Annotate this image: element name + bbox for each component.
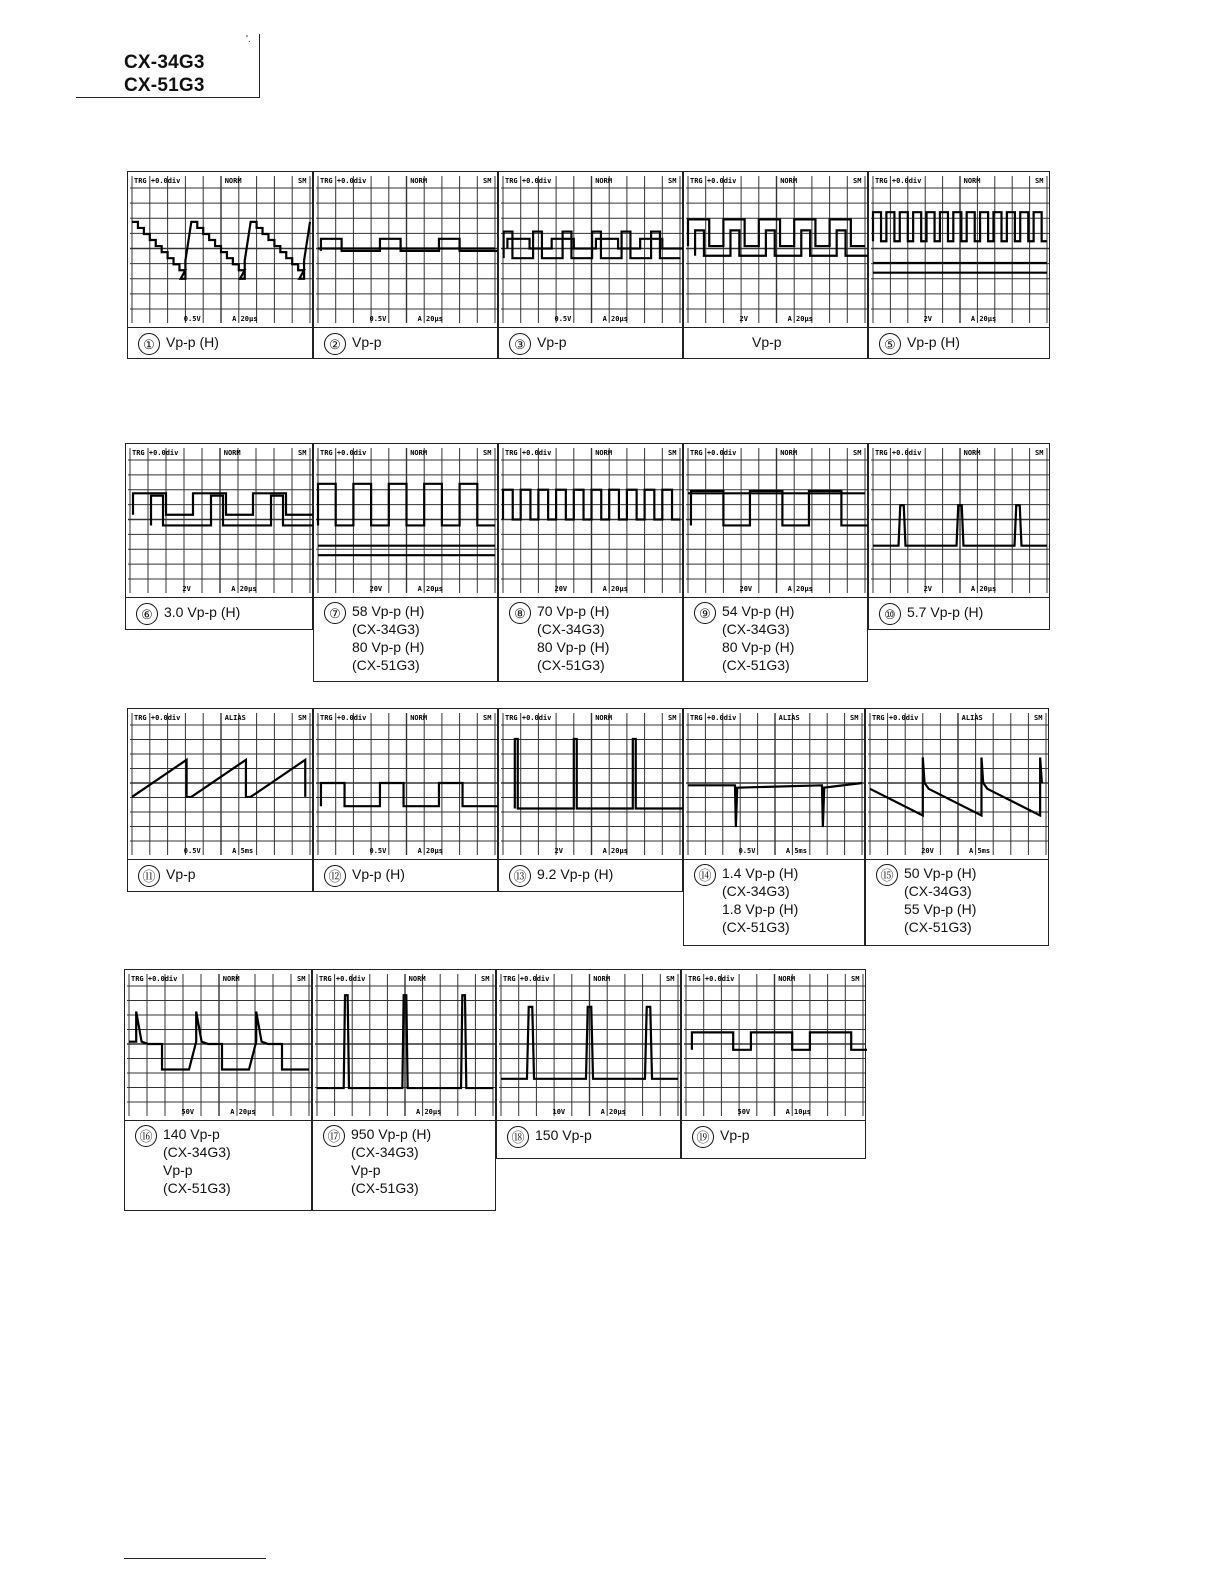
waveform-number-badge: ⑰: [323, 1125, 345, 1147]
trigger-label: TRG +0.0div: [690, 449, 737, 457]
caption-line: 70 Vp-p (H): [537, 603, 610, 619]
sm-label: SM: [850, 714, 859, 722]
waveform-caption: [314, 327, 497, 358]
waveform-number-badge: ⑲: [692, 1126, 714, 1148]
trigger-label: TRG +0.0div: [505, 177, 552, 185]
time-per-div-label: A 20μs: [970, 585, 997, 593]
waveform-caption: [497, 1120, 680, 1158]
waveform-panel: [313, 171, 498, 359]
mode-label: NORM: [593, 975, 611, 983]
mode-label: NORM: [595, 714, 613, 722]
trigger-label: TRG +0.0div: [690, 177, 737, 185]
time-per-div-label: A 20μs: [970, 315, 997, 323]
time-per-div-label: A 20μs: [417, 315, 443, 323]
caption-lines: [537, 333, 567, 351]
oscilloscope-screen: [125, 970, 313, 1120]
caption-lines: [166, 865, 196, 883]
volts-per-div-label: 0.5V: [554, 315, 572, 323]
caption-line: Vp-p: [166, 866, 196, 882]
footer-rule: [124, 1558, 266, 1559]
volts-per-div-label: 2V: [923, 315, 933, 323]
oscilloscope-screen: [126, 444, 314, 597]
mode-label: NORM: [778, 975, 796, 983]
time-per-div-label: A 20μs: [417, 585, 443, 593]
time-per-div-label: A 20μs: [787, 585, 813, 593]
waveform-number-badge: ⑨: [694, 602, 716, 624]
trigger-label: TRG +0.0div: [131, 975, 178, 983]
waveform-number-badge: ①: [138, 333, 160, 355]
waveform-caption: [866, 859, 1048, 945]
caption-lines: [722, 864, 798, 936]
waveform-trace: [691, 491, 868, 526]
mode-label: NORM: [224, 177, 242, 185]
caption-line: Vp-p: [163, 1162, 193, 1178]
trigger-label: TRG +0.0div: [132, 449, 179, 457]
mode-label: ALIAS: [224, 714, 246, 722]
caption-line: Vp-p (H): [907, 334, 960, 350]
trigger-label: TRG +0.0div: [875, 177, 922, 185]
model-title-1: CX-34G3: [124, 52, 205, 73]
trigger-label: TRG +0.0div: [872, 714, 919, 722]
caption-line: Vp-p: [352, 334, 382, 350]
trigger-label: TRG +0.0div: [319, 975, 366, 983]
time-per-div-label: A 20μs: [230, 1108, 256, 1116]
caption-line: 80 Vp-p (H): [722, 639, 795, 655]
caption-line: (CX-34G3): [163, 1144, 231, 1160]
waveform-number-badge: ⑬: [509, 865, 531, 887]
volts-per-div-label: 2V: [182, 585, 191, 593]
mode-label: ALIAS: [778, 714, 800, 722]
trigger-label: TRG +0.0div: [320, 714, 367, 722]
caption-lines: [166, 333, 219, 351]
waveform-trace: [692, 1032, 867, 1049]
caption-line: 80 Vp-p (H): [537, 639, 610, 655]
trigger-label: TRG +0.0div: [134, 177, 181, 185]
mode-label: NORM: [595, 177, 613, 185]
mode-label: NORM: [780, 177, 798, 185]
trigger-label: TRG +0.0div: [875, 449, 922, 457]
waveform-caption: [682, 1120, 865, 1158]
waveform-number-badge: ⑤: [879, 333, 901, 355]
caption-lines: [904, 864, 976, 936]
waveform-caption: [126, 597, 312, 629]
waveform-caption: [869, 597, 1049, 629]
caption-line: (CX-51G3): [537, 657, 605, 673]
sm-label: SM: [483, 714, 492, 722]
trigger-label: TRG +0.0div: [134, 714, 181, 722]
waveform-number-badge: ⑥: [136, 603, 158, 625]
time-per-div-label: A 20μs: [416, 1108, 442, 1116]
oscilloscope-screen: [684, 172, 869, 327]
sm-label: SM: [298, 177, 307, 185]
caption-lines: [537, 865, 613, 883]
oscilloscope-screen: [684, 709, 866, 859]
caption-line: 3.0 Vp-p (H): [164, 604, 241, 620]
oscilloscope-screen: [128, 709, 314, 859]
caption-line: (CX-51G3): [351, 1180, 419, 1196]
sm-label: SM: [668, 449, 677, 457]
oscilloscope-screen: [869, 172, 1051, 327]
volts-per-div-label: 10V: [552, 1108, 566, 1116]
caption-line: 9.2 Vp-p (H): [537, 866, 614, 882]
volts-per-div-label: 50V: [181, 1108, 195, 1116]
time-per-div-label: A 5ms: [232, 847, 254, 855]
waveform-caption: [128, 859, 312, 891]
waveform-panel: [498, 708, 683, 892]
volts-per-div-label: 0.5V: [369, 847, 387, 855]
waveform-panel: [683, 708, 865, 946]
waveform-caption: [314, 859, 497, 891]
caption-line: (CX-51G3): [904, 919, 972, 935]
time-per-div-label: A 10μs: [785, 1108, 811, 1116]
sm-label: SM: [481, 975, 490, 983]
oscilloscope-screen: [499, 444, 684, 597]
sm-label: SM: [1035, 449, 1044, 457]
caption-line: Vp-p: [720, 1127, 750, 1143]
mode-label: NORM: [963, 449, 981, 457]
caption-lines: [752, 333, 782, 351]
trigger-label: TRG +0.0div: [505, 449, 552, 457]
time-per-div-label: A 20μs: [602, 585, 628, 593]
waveform-panel: [312, 969, 496, 1211]
caption-line: (CX-34G3): [722, 621, 790, 637]
caption-line: (CX-51G3): [163, 1180, 231, 1196]
volts-per-div-label: 20V: [369, 585, 383, 593]
caption-line: 80 Vp-p (H): [352, 639, 425, 655]
caption-line: Vp-p (H): [352, 866, 405, 882]
volts-per-div-label: 2V: [923, 585, 933, 593]
caption-line: 150 Vp-p: [535, 1127, 592, 1143]
caption-lines: [907, 333, 960, 351]
volts-per-div-label: 2V: [739, 315, 748, 323]
trigger-label: TRG +0.0div: [690, 714, 737, 722]
sm-label: SM: [298, 714, 307, 722]
trigger-label: TRG +0.0div: [320, 449, 367, 457]
time-per-div-label: A 20μs: [602, 315, 628, 323]
waveform-number-badge: ⑱: [507, 1126, 529, 1148]
volts-per-div-label: 20V: [739, 585, 753, 593]
volts-per-div-label: 0.5V: [738, 847, 756, 855]
volts-per-div-label: 0.5V: [183, 315, 201, 323]
waveform-panel: [681, 969, 866, 1159]
sm-label: SM: [853, 449, 862, 457]
caption-lines: [351, 1125, 431, 1197]
waveform-trace: [151, 496, 314, 526]
waveform-caption: [684, 597, 867, 681]
waveform-number-badge: ⑫: [324, 865, 346, 887]
caption-lines: [352, 333, 382, 351]
waveform-trace: [503, 490, 680, 520]
oscilloscope-screen: [497, 970, 682, 1120]
waveform-number-badge: ⑪: [138, 865, 160, 887]
sm-label: SM: [298, 449, 307, 457]
mode-label: NORM: [963, 177, 981, 185]
oscilloscope-screen: [314, 709, 499, 859]
time-per-div-label: A 20μs: [600, 1108, 626, 1116]
waveform-panel: [683, 171, 868, 359]
mode-label: NORM: [410, 449, 428, 457]
caption-line: Vp-p: [537, 334, 567, 350]
caption-line: (CX-34G3): [722, 883, 790, 899]
waveform-caption: [125, 1120, 311, 1210]
caption-lines: [535, 1126, 592, 1144]
oscilloscope-screen: [499, 172, 684, 327]
caption-line: 5.7 Vp-p (H): [907, 604, 984, 620]
caption-line: 55 Vp-p (H): [904, 901, 977, 917]
sm-label: SM: [483, 449, 492, 457]
waveform-caption: [499, 597, 682, 681]
oscilloscope-screen: [314, 444, 499, 597]
waveform-panel: [868, 171, 1050, 359]
waveform-number-badge: ③: [509, 333, 531, 355]
model-title-2: CX-51G3: [124, 75, 205, 96]
waveform-caption: [313, 1120, 495, 1210]
time-per-div-label: A 5ms: [785, 847, 807, 855]
caption-line: 58 Vp-p (H): [352, 603, 425, 619]
sm-label: SM: [666, 975, 675, 983]
waveform-caption: [684, 327, 867, 358]
waveform-trace: [321, 783, 498, 806]
trigger-label: TRG +0.0div: [505, 714, 552, 722]
time-per-div-label: A 5ms: [969, 847, 991, 855]
waveform-panel: [313, 443, 498, 682]
caption-lines: [352, 865, 405, 883]
sm-label: SM: [1035, 177, 1044, 185]
caption-line: 1.4 Vp-p (H): [722, 865, 799, 881]
sm-label: SM: [668, 177, 677, 185]
trigger-label: TRG +0.0div: [688, 975, 735, 983]
waveform-number-badge: ②: [324, 333, 346, 355]
model-header: [76, 34, 260, 98]
caption-lines: [163, 1125, 231, 1197]
oscilloscope-screen: [684, 444, 869, 597]
volts-per-div-label: 0.5V: [369, 315, 387, 323]
mode-label: ALIAS: [961, 714, 983, 722]
time-per-div-label: A 20μs: [787, 315, 813, 323]
oscilloscope-screen: [866, 709, 1050, 859]
caption-lines: [907, 603, 983, 621]
header-mark: '.: [246, 34, 251, 45]
trigger-label: TRG +0.0div: [503, 975, 550, 983]
mode-label: NORM: [780, 449, 798, 457]
caption-line: (CX-51G3): [722, 657, 790, 673]
caption-line: 50 Vp-p (H): [904, 865, 977, 881]
caption-line: (CX-51G3): [722, 919, 790, 935]
waveform-panel: [125, 443, 313, 630]
waveform-number-badge: ⑭: [694, 864, 716, 886]
sm-label: SM: [297, 975, 306, 983]
caption-lines: [352, 602, 424, 674]
waveform-caption: [869, 327, 1049, 358]
caption-line: Vp-p: [351, 1162, 381, 1178]
oscilloscope-screen: [682, 970, 867, 1120]
sm-label: SM: [1034, 714, 1043, 722]
caption-lines: [164, 603, 240, 621]
waveform-panel: [124, 969, 312, 1211]
mode-label: NORM: [408, 975, 426, 983]
oscilloscope-screen: [313, 970, 497, 1120]
waveform-panel: [498, 443, 683, 682]
volts-per-div-label: 20V: [921, 847, 934, 855]
waveform-trace: [515, 739, 684, 809]
caption-line: (CX-34G3): [537, 621, 605, 637]
oscilloscope-screen: [869, 444, 1051, 597]
caption-line: 54 Vp-p (H): [722, 603, 795, 619]
caption-line: (CX-34G3): [351, 1144, 419, 1160]
sm-label: SM: [668, 714, 677, 722]
waveform-trace: [695, 230, 869, 255]
oscilloscope-screen: [314, 172, 499, 327]
caption-lines: [537, 602, 609, 674]
caption-line: Vp-p (H): [166, 334, 219, 350]
oscilloscope-screen: [499, 709, 684, 859]
waveform-number-badge: ⑦: [324, 602, 346, 624]
waveform-number-badge: ⑧: [509, 602, 531, 624]
waveform-panel: [683, 443, 868, 682]
volts-per-div-label: 50V: [737, 1108, 751, 1116]
mode-label: NORM: [410, 714, 428, 722]
waveform-caption: [499, 327, 682, 358]
waveform-panel: [496, 969, 681, 1159]
waveform-panel: [498, 171, 683, 359]
waveform-panel: [868, 443, 1050, 630]
sm-label: SM: [851, 975, 860, 983]
waveform-number-badge: ⑯: [135, 1125, 157, 1147]
waveform-panel: [127, 708, 313, 892]
volts-per-div-label: 20V: [554, 585, 568, 593]
mode-label: NORM: [410, 177, 428, 185]
caption-line: (CX-51G3): [352, 657, 420, 673]
caption-line: 950 Vp-p (H): [351, 1126, 432, 1142]
waveform-number-badge: ⑮: [876, 864, 898, 886]
waveform-caption: [128, 327, 312, 358]
time-per-div-label: A 20μs: [417, 847, 443, 855]
waveform-panel: [313, 708, 498, 892]
volts-per-div-label: 0.5V: [183, 847, 201, 855]
time-per-div-label: A 20μs: [602, 847, 628, 855]
waveform-trace: [870, 757, 1042, 815]
waveform-panel: [127, 171, 313, 359]
caption-line: Vp-p: [752, 334, 782, 350]
oscilloscope-screen: [128, 172, 314, 327]
caption-lines: [720, 1126, 750, 1144]
mode-label: NORM: [595, 449, 613, 457]
waveform-caption: [499, 859, 682, 891]
waveform-number-badge: ⑩: [879, 603, 901, 625]
caption-line: (CX-34G3): [352, 621, 420, 637]
trigger-label: TRG +0.0div: [320, 177, 367, 185]
waveform-caption: [684, 859, 864, 945]
caption-line: 140 Vp-p: [163, 1126, 220, 1142]
waveform-panel: [865, 708, 1049, 946]
mode-label: NORM: [223, 449, 241, 457]
sm-label: SM: [853, 177, 862, 185]
mode-label: NORM: [222, 975, 240, 983]
caption-line: (CX-34G3): [904, 883, 972, 899]
caption-line: 1.8 Vp-p (H): [722, 901, 799, 917]
time-per-div-label: A 20μs: [231, 585, 257, 593]
waveform-trace: [132, 760, 305, 797]
caption-lines: [722, 602, 794, 674]
sm-label: SM: [483, 177, 492, 185]
waveform-caption: [314, 597, 497, 681]
time-per-div-label: A 20μs: [232, 315, 258, 323]
volts-per-div-label: 2V: [554, 847, 563, 855]
